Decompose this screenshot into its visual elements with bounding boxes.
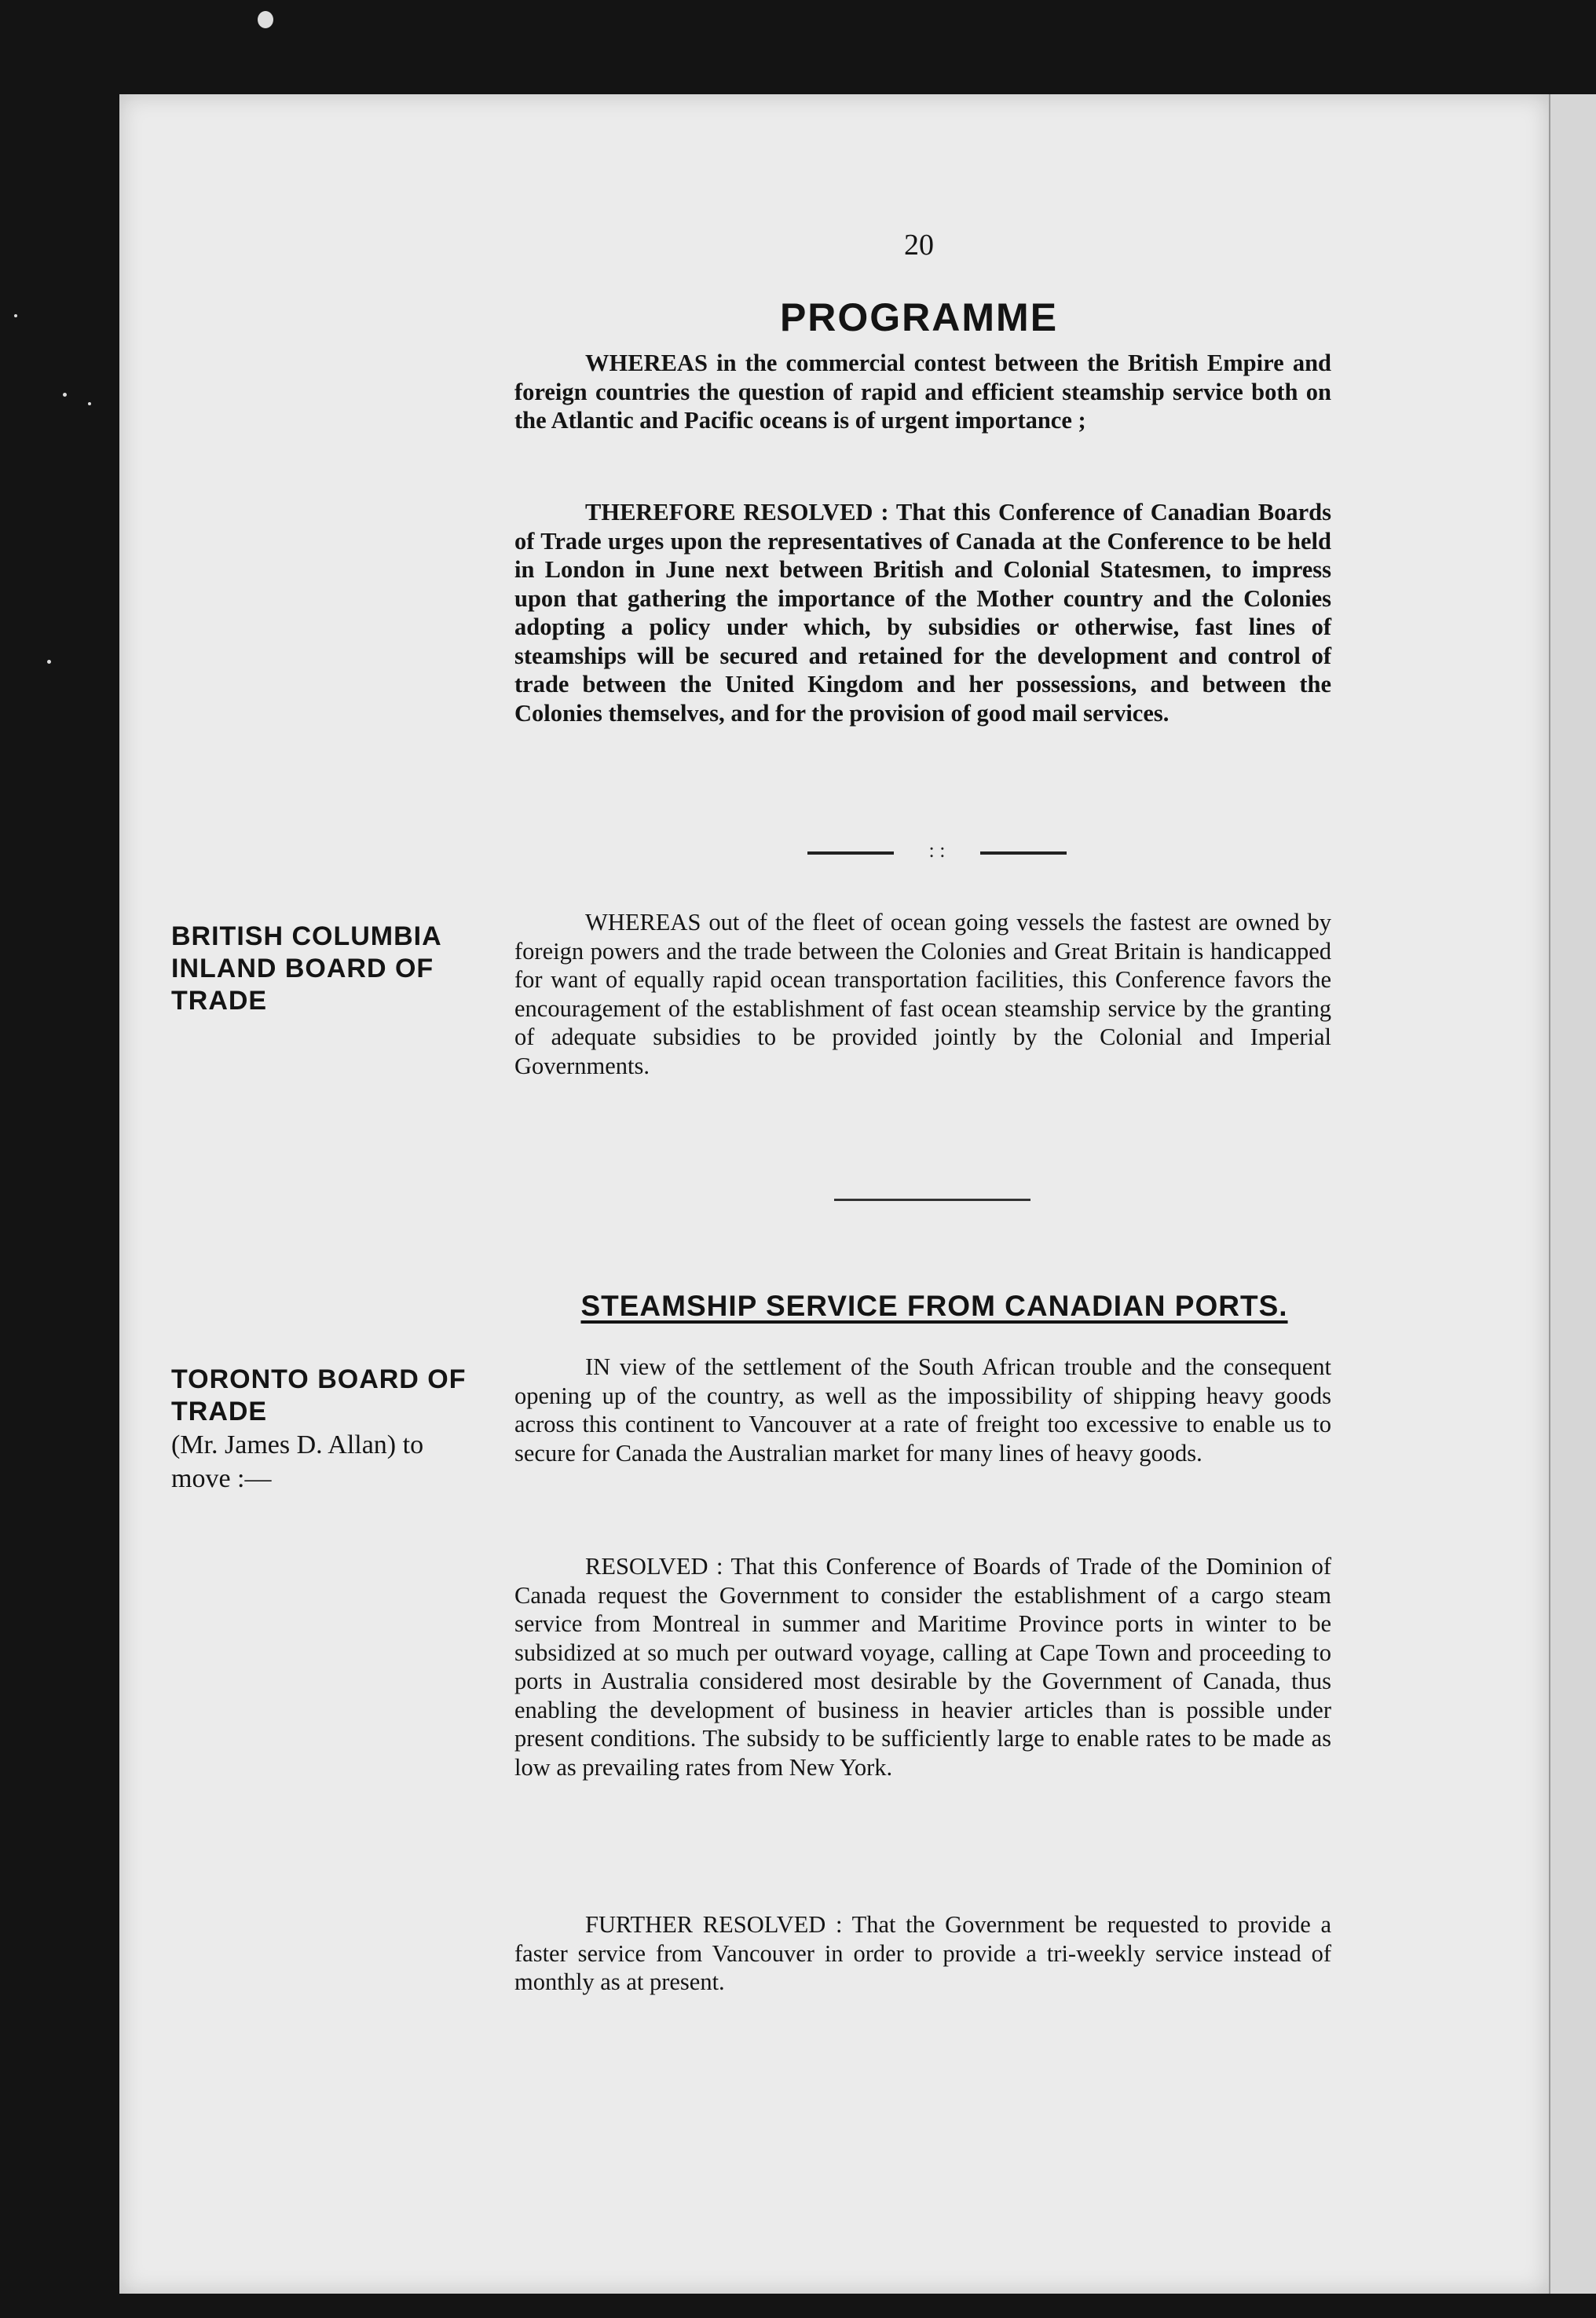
adjacent-page-edge (1549, 94, 1596, 2294)
label-line: TORONTO BOARD OF (171, 1364, 467, 1394)
intro-whereas-paragraph: WHEREAS in the commercial contest between the British Empire and foreign countries the question of rapid and efficient steamship service both on the Atlantic and Pacific oceans is of urgent importance ; (514, 350, 1331, 434)
mover-line: move :— (171, 1464, 272, 1493)
dust-speck (47, 660, 51, 664)
further-resolved-paragraph: FURTHER RESOLVED : That the Government be requested to provide a faster service from Vancouver in order to provide a tri-weekly service instead of monthly as at present. (514, 1911, 1331, 1995)
dust-speck (258, 11, 273, 28)
intro-resolved-paragraph: THEREFORE RESOLVED : That this Conference of Canadian Boards of Trade urges upon the representatives of Canada at the Conference to be held in London in June next between British and Colonial Statesmen, to impress upon that gathering the importance of the Mother country and the Colonies adopting a policy under which, by subsidies or otherwise, fast lines of steamships will be secured and retained for the development and control of trade between the United Kingdom and her possessions, and between the Colonies themselves, and for the provision of good mail services. (514, 499, 1331, 727)
mover-note (171, 1428, 509, 1496)
page-number: 20 (904, 229, 934, 262)
british-columbia-board-label (171, 921, 509, 1017)
section-title: STEAMSHIP SERVICE FROM CANADIAN PORTS. (580, 1290, 1288, 1322)
horizontal-rule (834, 1199, 1030, 1201)
separator-dots: : : (928, 839, 946, 862)
page-heading: PROGRAMME (779, 295, 1059, 339)
toronto-board-label (171, 1364, 509, 1428)
dust-speck (88, 402, 91, 405)
resolved-paragraph: RESOLVED : That this Conference of Boards of Trade of the Dominion of Canada request the Government to consider the establishment of a cargo steam service from Montreal in summer and Maritime Province ports in winter to be subsidized at so much per outward voyage, calling at Cape Town and proceeding to ports in Australia considered most desirable by the Government of Canada, thus enabling the development of business in heavier articles than is possible under present conditions. The subsidy to be sufficiently large to enable rates to be made as low as prevailing rates from New York. (514, 1553, 1331, 1781)
label-line: TRADE (171, 986, 268, 1016)
section-separator (807, 839, 1067, 862)
label-line: INLAND BOARD OF (171, 954, 434, 983)
label-line: BRITISH COLUMBIA (171, 921, 442, 951)
dust-speck (63, 393, 67, 397)
mover-line: (Mr. James D. Allan) to (171, 1430, 424, 1459)
british-columbia-whereas-paragraph: WHEREAS out of the fleet of ocean going vessels the fastest are owned by foreign powers and the trade between the Colonies and Great Britain is handicapped for want of equally rapid ocean transportation facilities, this Conference favors the encouragement of the establishment of fast ocean steamship service by the granting of adequate subsidies to be provided jointly by the Colonial and Imperial Governments. (514, 909, 1331, 1079)
in-view-paragraph: IN view of the settlement of the South African trouble and the consequent opening up of the country, as well as the impossibility of shipping heavy goods across this continent to Vancouver at a rate of freight too excessive to enable us to secure for Canada the Australian market for many lines of heavy goods. (514, 1353, 1331, 1467)
label-line: TRADE (171, 1397, 268, 1426)
dust-speck (14, 314, 17, 317)
